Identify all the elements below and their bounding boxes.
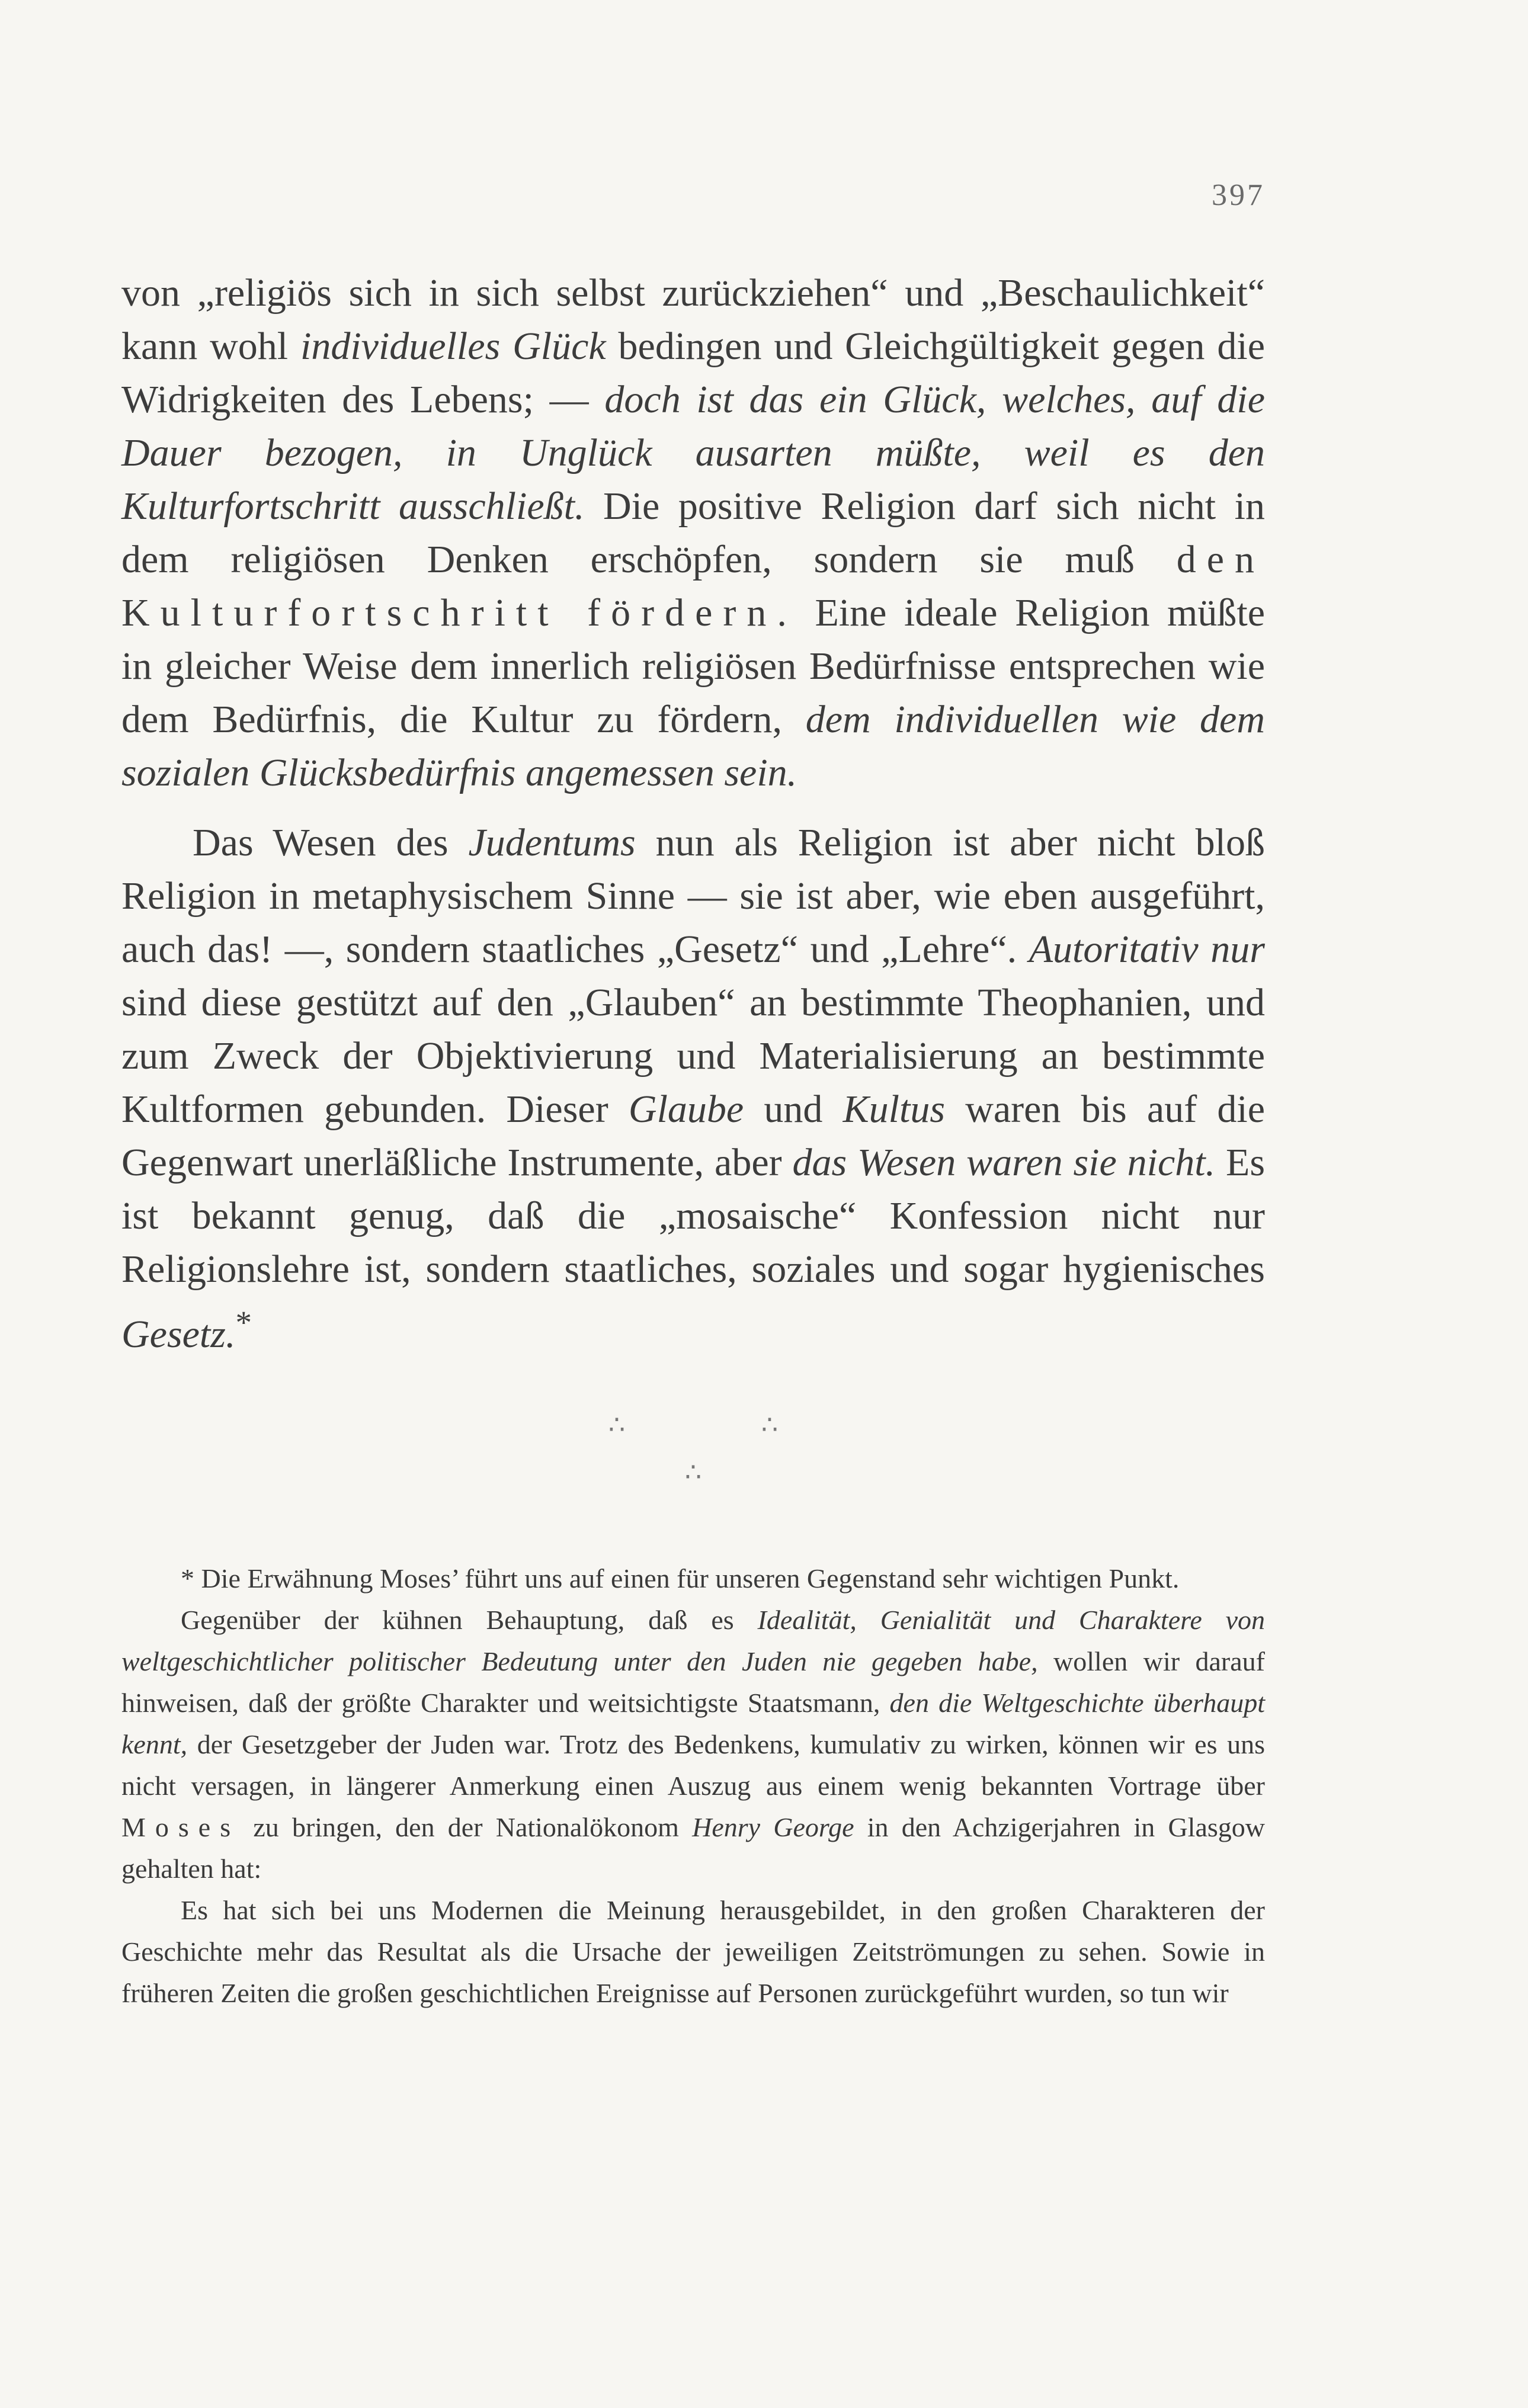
emphasis: Henry George (692, 1812, 854, 1842)
emphasis: Judentums (468, 821, 636, 864)
footnote-paragraph: * Die Erwähnung Moses’ führt uns auf einen für unseren Gegenstand sehr wichtigen Punkt. (181, 1563, 1180, 1593)
main-text (121, 267, 1265, 1361)
page-number: 397 (1212, 178, 1265, 212)
emphasis: Kultus (843, 1088, 946, 1131)
footnote-paragraph: Gegenüber der kühnen Behauptung, daß es Idealität, Genialität und Charaktere von weltgeschichtlicher politischer Bedeutung unter den Juden nie gegeben habe, wollen wir darauf hinweisen, daß der größte Charakter und weitsichtigste Staatsmann, den die Weltgeschichte überhaupt kennt, der Gesetzgeber der Juden war. Trotz des Bedenkens, kumulativ zu wirken, können wir es uns nicht versagen, in längerer Anmerkung einen Auszug aus einem wenig bekannten Vortrage über Moses zu bringen, den der Nationalökonom Henry George in den Achzigerjahren in Glasgow gehalten hat: (121, 1605, 1266, 1884)
footnote (121, 1558, 1265, 2014)
paragraph-1: von „religiös sich in sich selbst zurückziehen“ und „Beschaulichkeit“ kann wohl individuelles Glück bedingen und Gleichgültigkeit gegen die Widrigkeiten des Lebens; — doch ist das ein Glück, welches, auf die Dauer bezogen, in Unglück ausarten müßte, weil es den Kulturfortschritt ausschließt. Die positive Religion darf sich nicht in dem religiösen Denken erschöpfen, sondern sie muß den Kulturfortschritt fördern. Eine ideale Religion müßte in gleicher Weise dem innerlich religiösen Bedürfnisse entsprechen wie dem Bedürfnis, die Kultur zu fördern, dem individuellen wie dem sozialen Glücksbedürfnis angemessen sein. (121, 271, 1266, 794)
spaced-emphasis: den Kulturfortschritt fördern. (121, 538, 1265, 634)
emphasis: individuelles Glück (300, 325, 606, 368)
emphasis: doch ist das ein Glück, welches, auf die Dauer bezogen, in Unglück ausarten müßte, weil es den Kulturfortschritt ausschließt. (121, 378, 1265, 528)
divider-mark: ∴ (608, 1410, 625, 1439)
spaced-emphasis: Moses (121, 1812, 241, 1842)
emphasis: Gesetz. (121, 1313, 236, 1356)
footnote-marker: * (235, 1304, 252, 1341)
section-divider (121, 1457, 1265, 1487)
emphasis: dem individuellen wie dem sozialen Glücksbedürfnis angemessen sein. (121, 698, 1265, 794)
emphasis: Idealität, Genialität und Charaktere von weltgeschichtlicher politischer Bedeutung unter den Juden nie gegeben habe, (121, 1605, 1265, 1676)
divider-mark: ∴ (761, 1410, 778, 1439)
emphasis: den die Weltgeschichte überhaupt kennt, (121, 1688, 1265, 1759)
paragraph-2: Das Wesen des Judentums nun als Religion ist aber nicht bloß Religion in metaphysischem Sinne — sie ist aber, wie eben ausgeführt, auch das! —, sondern staatliches „Gesetz“ und „Lehre“. Autoritativ nur sind diese gestützt auf den „Glauben“ an bestimmte Theophanien, und zum Zweck der Objektivierung und Materialisierung an bestimmte Kultformen gebunden. Dieser Glaube und Kultus waren bis auf die Gegenwart unerläßliche Instrumente, aber das Wesen waren sie nicht. Es ist bekannt genug, daß die „mosaische“ Konfession nicht nur Religionslehre ist, sondern staatliches, soziales und sogar hygienisches Gesetz.* (121, 821, 1266, 1356)
emphasis: Autoritativ nur (1029, 928, 1265, 971)
emphasis: Glaube (628, 1088, 744, 1131)
section-divider (121, 1410, 1265, 1440)
footnote-paragraph: Es hat sich bei uns Modernen die Meinung herausgebildet, in den großen Charakteren der Geschichte mehr das Resultat als die Ursache der jeweiligen Zeitströmungen zu sehen. Sowie in früheren Zeiten die großen geschichtlichen Ereignisse auf Personen zurückgeführt wurden, so tun wir (121, 1895, 1265, 2008)
divider-mark: ∴ (685, 1458, 701, 1487)
book-page (121, 178, 1265, 2310)
emphasis: das Wesen waren sie nicht. (792, 1141, 1216, 1184)
